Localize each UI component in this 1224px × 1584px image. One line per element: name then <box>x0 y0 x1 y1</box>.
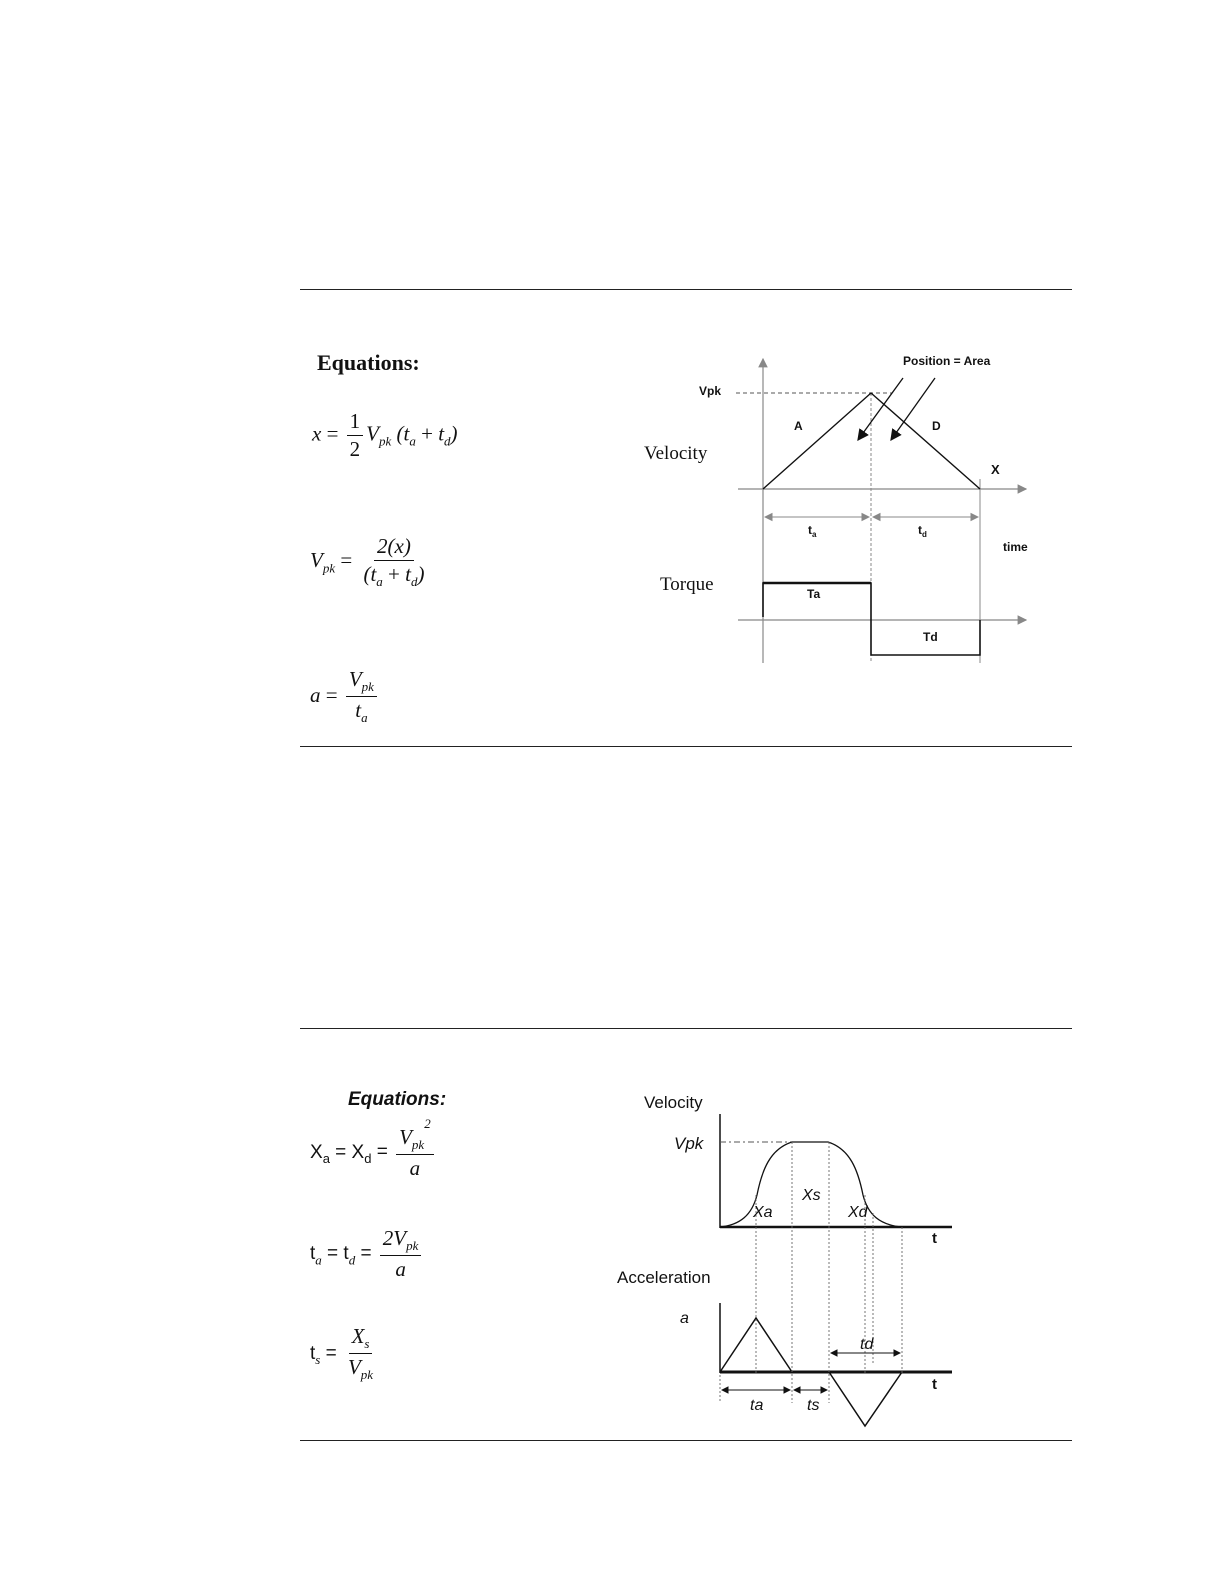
vpk-label: Vpk <box>699 384 722 398</box>
x-label: X <box>991 462 1000 477</box>
td-label: $t_d$ <box>918 523 927 539</box>
section2-heading: Equations: <box>348 1089 447 1110</box>
equation-accel-time: $t_a = t_d$ = $\frac{2V_{pk}}{a}$ <box>310 1227 424 1282</box>
velocity-label: Velocity <box>644 1093 703 1112</box>
t-velocity-label: t <box>932 1230 937 1247</box>
t-accel-label: t <box>932 1376 937 1393</box>
position-area-label: Position = Area <box>903 354 991 368</box>
velocity-label: Velocity <box>644 443 708 464</box>
equation-peak-velocity: $V_{pk}$ = $\frac{2(x)}{(t_a + t_d)}$ <box>310 534 425 590</box>
td-label: td <box>860 1336 874 1353</box>
bottom-rule-section1 <box>300 746 1072 747</box>
position-arrow-a <box>858 378 903 440</box>
bottom-rule-section2 <box>300 1440 1072 1441</box>
top-rule-section2 <box>300 1028 1072 1029</box>
equation-accel-distance: $X_a = X_d$ = $\frac{V_{pk}^2}{a}$ <box>310 1125 437 1181</box>
ts-label: ts <box>807 1397 820 1414</box>
xa-label: Xa <box>753 1204 773 1221</box>
area-a-label: A <box>794 419 803 433</box>
vpk-label: Vpk <box>674 1134 704 1153</box>
equation-slew-time: $t_s$ = $\frac{X_s}{V_{pk}}$ <box>310 1324 374 1383</box>
velocity-s-curve <box>720 1142 902 1227</box>
accel-negative-triangle <box>829 1372 902 1426</box>
equation-position: x = $\frac{1}{2}$ $V_{pk}$ $(t_a + t_d)$ <box>312 409 458 462</box>
top-rule-section1 <box>300 289 1072 290</box>
s-curve-profile-diagram <box>610 1085 970 1435</box>
section1-heading: Equations: <box>317 350 420 375</box>
equation-acceleration: a = $\frac{V_{pk}}{t_a}$ <box>310 668 380 726</box>
triangular-profile-diagram <box>630 345 1050 670</box>
xd-label: Xd <box>848 1204 868 1221</box>
torque-label: Torque <box>660 574 714 595</box>
a-label: a <box>680 1310 689 1327</box>
xs-label: Xs <box>802 1187 821 1204</box>
acceleration-label: Acceleration <box>617 1268 711 1287</box>
ta-label: $t_a$ <box>808 523 817 539</box>
torque-accel-label: Ta <box>807 587 821 601</box>
area-d-label: D <box>932 419 941 433</box>
ta-label: ta <box>750 1397 764 1414</box>
time-label: time <box>1003 540 1028 554</box>
torque-decel-label: Td <box>923 630 938 644</box>
torque-profile <box>763 583 980 655</box>
